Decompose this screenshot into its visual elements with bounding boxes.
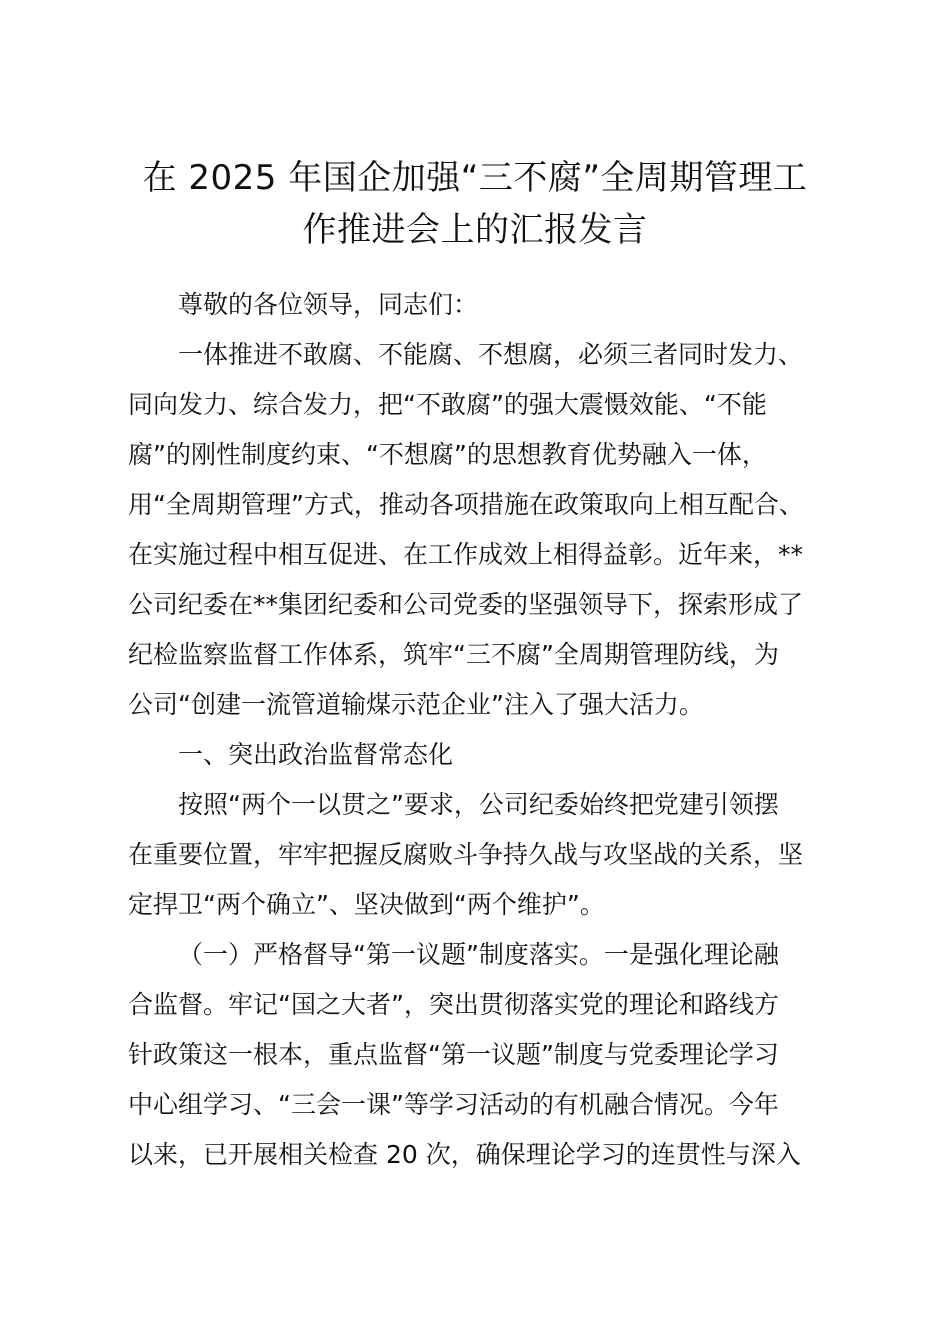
paragraph-line: 腐”的刚性制度约束、“不想腐”的思想教育优势融入一体， xyxy=(128,440,767,469)
paragraph-line: （一）严格督导“第一议题”制度落实。一是强化理论融 xyxy=(178,940,779,969)
paragraph-line: 针政策这一根本，重点监督“第一议题”制度与党委理论学习 xyxy=(128,1040,779,1069)
paragraph-line: 以来，已开展相关检查 20 次，确保理论学习的连贯性与深入 xyxy=(128,1140,801,1169)
paragraph-line: 在实施过程中相互促进、在工作成效上相得益彰。近年来，** xyxy=(128,540,804,569)
paragraph-line: 定捍卫“两个确立”、坚决做到“两个维护”。 xyxy=(128,890,605,919)
paragraph-line: 一体推进不敢腐、不能腐、不想腐，必须三者同时发力、 xyxy=(178,340,804,369)
title-line: 在 2025 年国企加强“三不腐”全周期管理工 xyxy=(142,158,808,198)
paragraph-line: 中心组学习、“三会一课”等学习活动的有机融合情况。今年 xyxy=(128,1090,779,1119)
paragraph-line: 合监督。牢记“国之大者”，突出贯彻落实党的理论和路线方 xyxy=(128,990,779,1019)
paragraph-line: 同向发力、综合发力，把“不敢腐”的强大震慑效能、“不能 xyxy=(128,390,767,419)
section-heading: 一、突出政治监督常态化 xyxy=(178,740,454,769)
paragraph-line: 在重要位置，牢牢把握反腐败斗争持久战与攻坚战的关系，坚 xyxy=(128,840,804,869)
salutation: 尊敬的各位领导，同志们： xyxy=(178,290,479,319)
paragraph-line: 纪检监察监督工作体系，筑牢“三不腐”全周期管理防线，为 xyxy=(128,640,779,669)
paragraph-political-supervision xyxy=(128,780,838,930)
paragraph-line: 用“全周期管理”方式，推动各项措施在政策取向上相互配合、 xyxy=(128,490,804,519)
document-body xyxy=(128,280,838,1180)
document-title xyxy=(118,152,832,256)
title-line: 作推进会上的汇报发言 xyxy=(302,210,648,250)
paragraph-intro xyxy=(128,330,838,730)
paragraph-line: 公司纪委在**集团纪委和公司党委的坚强领导下，探索形成了 xyxy=(128,590,804,619)
paragraph-line: 按照“两个一以贯之”要求，公司纪委始终把党建引领摆 xyxy=(178,790,779,819)
paragraph-first-agenda xyxy=(128,930,838,1180)
paragraph-line: 公司“创建一流管道输煤示范企业”注入了强大活力。 xyxy=(128,690,704,719)
